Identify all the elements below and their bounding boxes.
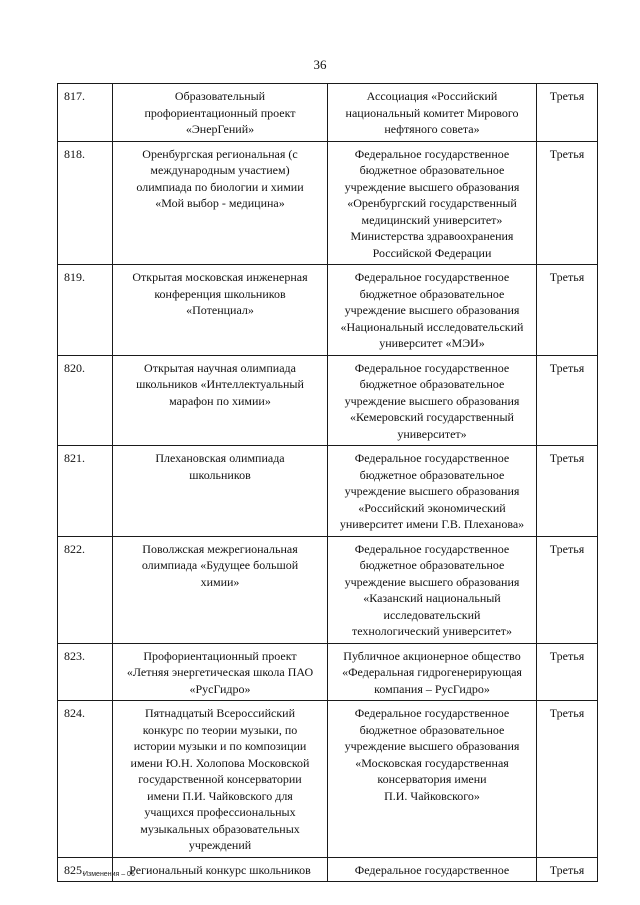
table-row <box>58 857 598 882</box>
level: Третья <box>537 84 598 142</box>
table-row <box>58 265 598 356</box>
event-name: Пятнадцатый Всероссийский конкурс по теории музыки, по истории музыки и по композиции имени Ю.Н. Холопова Московской государственной консерватории имени П.И. Чайковского для учащихся профессиональных музыкальных образовательных учреждений <box>113 701 328 858</box>
row-number: 823. <box>58 643 113 701</box>
footer-note: Изменения – 06 <box>83 871 135 878</box>
page-number: 36 <box>313 57 327 72</box>
event-name: Профориентационный проект «Летняя энергетическая школа ПАО «РусГидро» <box>113 643 328 701</box>
organizer: Федеральное государственное бюджетное образовательное учреждение высшего образования «Оренбургский государственный медицинский университет» Министерства здравоохранения Российской Федерации <box>328 141 537 265</box>
table-row <box>58 446 598 537</box>
row-number: 819. <box>58 265 113 356</box>
row-number: 820. <box>58 355 113 446</box>
organizer: Федеральное государственное <box>328 857 537 882</box>
level: Третья <box>537 701 598 858</box>
level: Третья <box>537 857 598 882</box>
table-row <box>58 141 598 265</box>
event-name: Открытая научная олимпиада школьников «Интеллектуальный марафон по химии» <box>113 355 328 446</box>
organizer: Федеральное государственное бюджетное образовательное учреждение высшего образования «Кемеровский государственный университет» <box>328 355 537 446</box>
event-name: Образовательный профориентационный проект «ЭнерГений» <box>113 84 328 142</box>
table-row <box>58 84 598 142</box>
event-name: Плехановская олимпиада школьников <box>113 446 328 537</box>
organizer: Публичное акционерное общество «Федеральная гидрогенерирующая компания – РусГидро» <box>328 643 537 701</box>
level: Третья <box>537 643 598 701</box>
event-name: Оренбургская региональная (с международным участием) олимпиада по биологии и химии «Мой выбор - медицина» <box>113 141 328 265</box>
table-row <box>58 701 598 858</box>
event-name: Поволжская межрегиональная олимпиада «Будущее большой химии» <box>113 536 328 643</box>
level: Третья <box>537 355 598 446</box>
row-number: 817. <box>58 84 113 142</box>
organizer: Федеральное государственное бюджетное образовательное учреждение высшего образования «Московская государственная консерватория имени П.И. Чайковского» <box>328 701 537 858</box>
row-number: 824. <box>58 701 113 858</box>
level: Третья <box>537 536 598 643</box>
row-number: 822. <box>58 536 113 643</box>
table-row <box>58 643 598 701</box>
event-name: Открытая московская инженерная конференция школьников «Потенциал» <box>113 265 328 356</box>
level: Третья <box>537 446 598 537</box>
organizer: Федеральное государственное бюджетное образовательное учреждение высшего образования «Казанский национальный исследовательский технологический университет» <box>328 536 537 643</box>
olympiad-list-table <box>57 83 598 882</box>
row-number: 825. <box>58 857 113 882</box>
event-name: Региональный конкурс школьников <box>113 857 328 882</box>
level: Третья <box>537 265 598 356</box>
row-number: 818. <box>58 141 113 265</box>
level: Третья <box>537 141 598 265</box>
organizer: Федеральное государственное бюджетное образовательное учреждение высшего образования «Национальный исследовательский университет «МЭИ» <box>328 265 537 356</box>
table-row <box>58 536 598 643</box>
row-number: 821. <box>58 446 113 537</box>
table-row <box>58 355 598 446</box>
organizer: Федеральное государственное бюджетное образовательное учреждение высшего образования «Российский экономический университет имени Г.В. Плеханова» <box>328 446 537 537</box>
organizer: Ассоциация «Российский национальный комитет Мирового нефтяного совета» <box>328 84 537 142</box>
